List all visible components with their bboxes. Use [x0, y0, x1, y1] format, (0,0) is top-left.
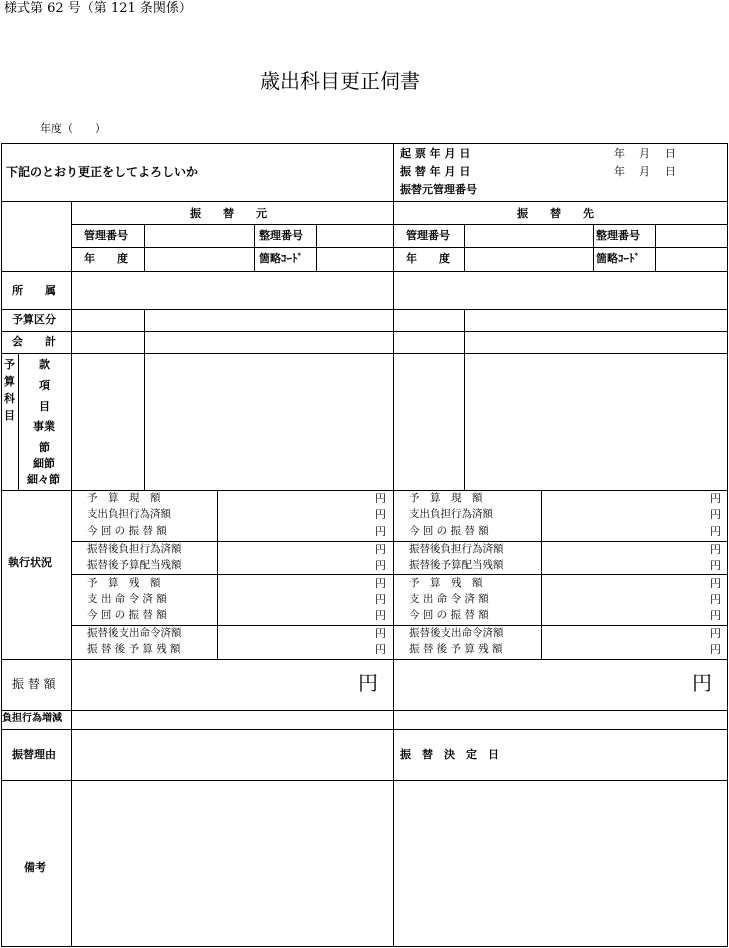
page-title: 歳出科目更正伺書 [260, 69, 420, 93]
subitem-saisetsu: 細節 [33, 457, 55, 470]
yen-unit: 円 [375, 559, 386, 572]
transfer-amount-yen-dest: 円 [692, 671, 712, 695]
execution-status-label: 執行状況 [8, 556, 52, 569]
exec-line-budget-remain: 予 算 残 額 [87, 577, 161, 589]
exec-line-this-transfer: 今 回 の 振 替 額 [409, 525, 489, 537]
budget-item-char: 算 [4, 375, 15, 388]
yen-unit: 円 [375, 643, 386, 656]
budget-class-label: 予算区分 [12, 313, 56, 326]
yen-unit: 円 [710, 643, 721, 656]
exec-line-after-payment: 振替後支出命令済額 [87, 627, 182, 639]
table-line [144, 309, 145, 490]
yen-unit: 円 [710, 559, 721, 572]
table-line [541, 490, 542, 659]
draft-date-label: 起 票 年 月 日 [400, 147, 471, 160]
table-border-left [1, 143, 2, 947]
account-label: 会 計 [12, 335, 56, 348]
department-label: 所 属 [12, 284, 56, 297]
transfer-amount-yen-source: 円 [358, 671, 378, 695]
yen-unit: 円 [710, 525, 721, 538]
yen-unit: 円 [710, 593, 721, 606]
yen-unit: 円 [710, 609, 721, 622]
table-line [1, 309, 728, 310]
exec-line-spent-liability: 支出負担行為済額 [87, 508, 171, 520]
yen-unit: 円 [710, 543, 721, 556]
table-line [1, 710, 728, 711]
exec-line-this-transfer: 今 回 の 振 替 額 [87, 525, 167, 537]
day-unit: 日 [665, 165, 676, 178]
subitem-jigyou: 事業 [33, 420, 55, 433]
subitem-saisaisetsu: 細々節 [27, 473, 60, 486]
exec-line-budget-current: 予 算 現 額 [409, 492, 483, 504]
remarks-field[interactable] [72, 781, 726, 945]
dest-mgmt-no-field[interactable] [465, 225, 592, 246]
table-border-bottom [1, 946, 728, 947]
table-line [1, 201, 728, 202]
form-number: 様式第 62 号（第 121 条関係） [4, 1, 192, 16]
exec-line-payment-ordered: 支 出 命 令 済 額 [409, 593, 489, 605]
exec-line-after-liability: 振替後負担行為済額 [87, 543, 182, 555]
table-line [1, 490, 728, 491]
table-border-right [727, 143, 728, 947]
yen-unit: 円 [375, 492, 386, 505]
yen-unit: 円 [710, 492, 721, 505]
yen-unit: 円 [375, 593, 386, 606]
exec-line-this-transfer-2: 今 回 の 振 替 額 [409, 609, 489, 621]
exec-line-after-budget-remain: 振 替 後 予 算 残 額 [87, 643, 181, 655]
decision-date-label: 振 替 決 定 日 [400, 748, 499, 761]
table-border-top [1, 143, 728, 144]
table-line [71, 247, 728, 248]
subitem-kan: 款 [39, 358, 50, 371]
source-mgmt-label: 振替元管理番号 [400, 183, 477, 196]
day-unit: 日 [665, 147, 676, 160]
yen-unit: 円 [375, 508, 386, 521]
transfer-dest-header: 振 替 先 [517, 207, 594, 220]
transfer-source-header: 振 替 元 [190, 207, 267, 220]
table-line [71, 541, 728, 542]
exec-line-budget-remain: 予 算 残 額 [409, 577, 483, 589]
exec-line-after-payment: 振替後支出命令済額 [409, 627, 504, 639]
exec-line-after-allocation: 振替後予算配当残額 [87, 559, 182, 571]
budget-item-char: 予 [4, 358, 15, 371]
yen-unit: 円 [710, 577, 721, 590]
table-line [254, 224, 255, 271]
source-abbr-code-label: 箇略ｺｰﾄﾞ [259, 252, 303, 265]
table-line [1, 729, 728, 730]
dest-mgmt-no-label: 管理番号 [406, 229, 450, 242]
transfer-date-label: 振 替 年 月 日 [400, 165, 471, 178]
dest-ref-no-field[interactable] [656, 225, 726, 246]
yen-unit: 円 [375, 525, 386, 538]
year-unit: 年 [614, 147, 625, 160]
yen-unit: 円 [375, 627, 386, 640]
remarks-label: 備考 [24, 861, 46, 874]
month-unit: 月 [639, 165, 650, 178]
source-year-label: 年 度 [84, 252, 128, 265]
dest-ref-no-label: 整理番号 [596, 229, 640, 242]
budget-item-char: 科 [4, 392, 15, 405]
source-ref-no-field[interactable] [317, 225, 392, 246]
budget-item-char: 目 [4, 409, 15, 422]
year-unit: 年 [614, 165, 625, 178]
table-line [1, 659, 728, 660]
dest-abbr-code-label: 箇略ｺｰﾄﾞ [596, 252, 640, 265]
liability-change-label: 負担行為増減 [2, 713, 62, 724]
table-line [464, 309, 465, 490]
subitem-kou: 項 [39, 379, 50, 392]
table-line [71, 574, 728, 575]
table-line [18, 353, 19, 490]
exec-line-budget-current: 予 算 現 額 [87, 492, 161, 504]
month-unit: 月 [639, 147, 650, 160]
yen-unit: 円 [710, 508, 721, 521]
transfer-reason-label: 振替理由 [12, 748, 56, 761]
request-question: 下記のとおり更正をしてよろしいか [6, 165, 199, 179]
dest-year-label: 年 度 [406, 252, 450, 265]
exec-line-payment-ordered: 支 出 命 令 済 額 [87, 593, 167, 605]
source-mgmt-no-label: 管理番号 [84, 229, 128, 242]
exec-line-spent-liability: 支出負担行為済額 [409, 508, 493, 520]
table-line [217, 490, 218, 659]
subitem-moku: 目 [39, 400, 50, 413]
fiscal-year: 年度（ ） [40, 122, 106, 135]
yen-unit: 円 [375, 577, 386, 590]
table-line [1, 271, 728, 272]
exec-line-after-liability: 振替後負担行為済額 [409, 543, 504, 555]
yen-unit: 円 [375, 609, 386, 622]
source-ref-no-label: 整理番号 [259, 229, 303, 242]
table-line [71, 625, 728, 626]
subitem-setsu: 節 [39, 441, 50, 454]
transfer-amount-label: 振 替 額 [12, 677, 56, 691]
exec-line-after-allocation: 振替後予算配当残額 [409, 559, 504, 571]
table-line [593, 224, 594, 271]
yen-unit: 円 [375, 543, 386, 556]
exec-line-after-budget-remain: 振 替 後 予 算 残 額 [409, 643, 503, 655]
table-line [1, 331, 728, 332]
source-mgmt-no-field[interactable] [145, 225, 253, 246]
table-line [1, 353, 728, 354]
yen-unit: 円 [710, 627, 721, 640]
exec-line-this-transfer-2: 今 回 の 振 替 額 [87, 609, 167, 621]
